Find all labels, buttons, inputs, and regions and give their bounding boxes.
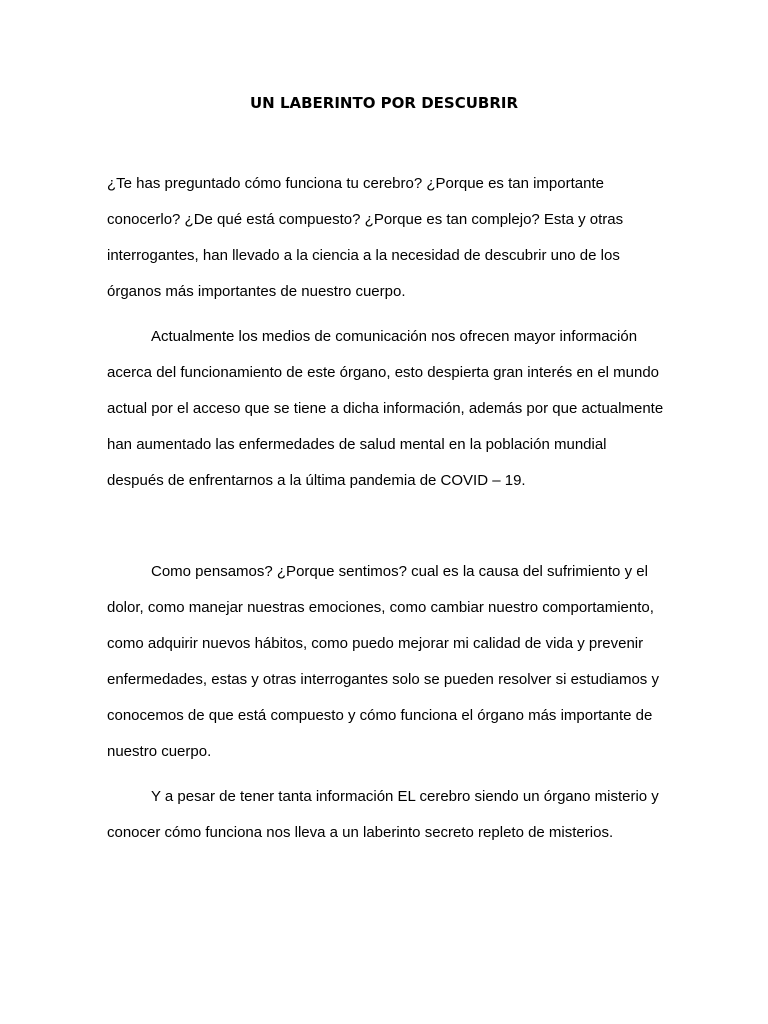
document-title: UN LABERINTO POR DESCUBRIR — [249, 94, 518, 112]
paragraph-questions: Como pensamos? ¿Porque sentimos? cual es la causa del sufrimiento y el dolor, como manejar nuestras emociones, como cambiar nuestro comportamiento, como adquirir nuevos hábitos, como puedo mejorar mi calidad de vida y prevenir enfermedades, estas y otras interrogantes solo se pueden resolver si estudiamos y conocemos de que está compuesto y cómo funciona el órgano más importante de nuestro cuerpo. — [107, 563, 659, 760]
paragraph-media: Actualmente los medios de comunicación nos ofrecen mayor información acerca del funcionamiento de este órgano, esto despierta gran interés en el mundo actual por el acceso que se tiene a dicha información, además por que actualmente han aumentado las enfermedades de salud mental en la población mundial después de enfrentarnos a la última pandemia de COVID – 19. — [107, 328, 664, 489]
paragraph-intro: ¿Te has preguntado cómo funciona tu cerebro? ¿Porque es tan importante conocerlo? ¿De qué está compuesto? ¿Porque es tan complejo? Esta y otras interrogantes, han llevado a la ciencia a la necesidad de descubrir uno de los órganos más importantes de nuestro cuerpo. — [107, 175, 624, 300]
paragraph-conclusion: Y a pesar de tener tanta información EL cerebro siendo un órgano misterio y conocer cómo funciona nos lleva a un laberinto secreto repleto de misterios. — [107, 788, 659, 841]
